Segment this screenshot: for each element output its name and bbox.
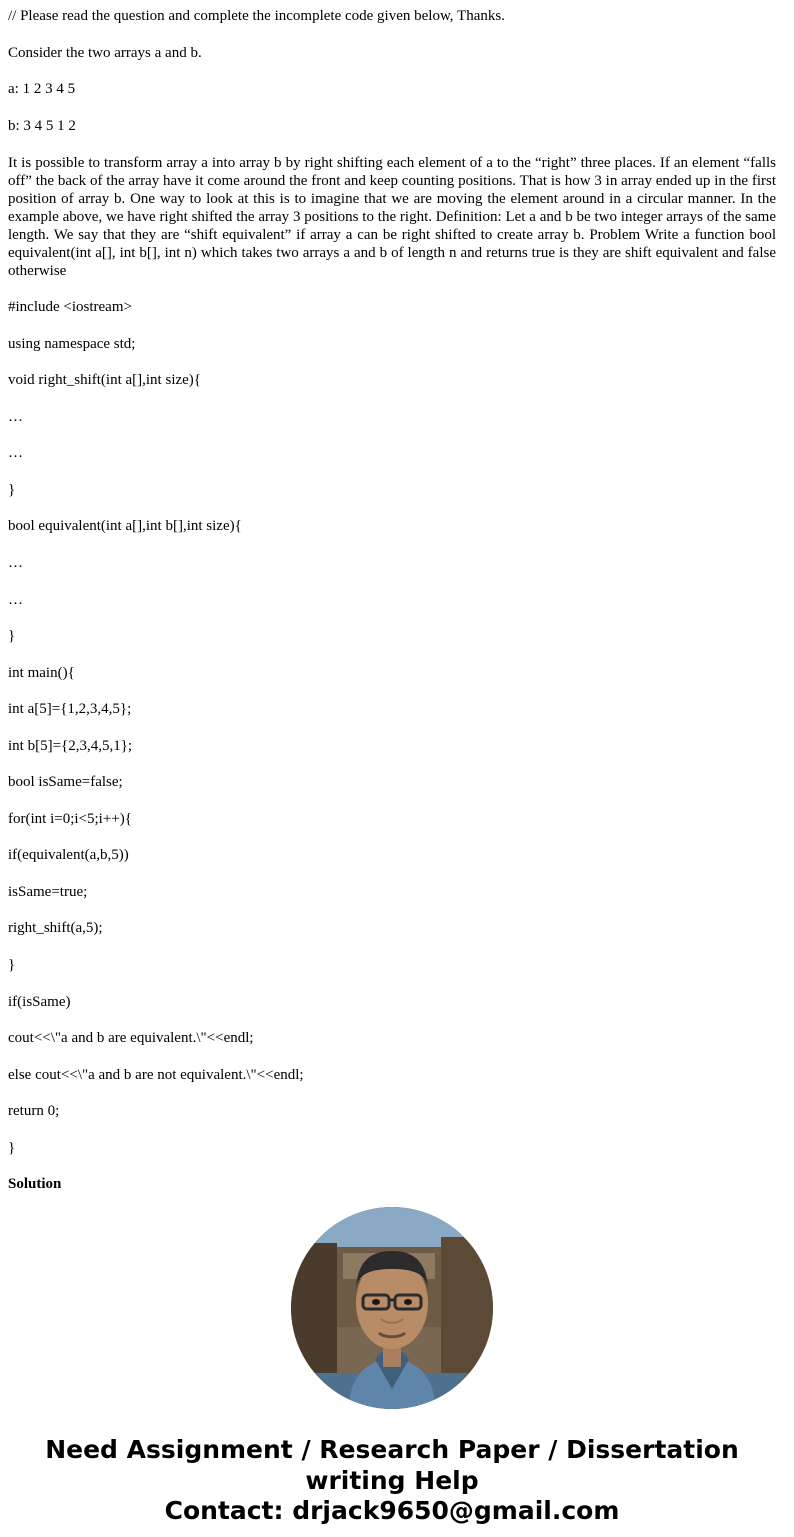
avatar-photo-icon (291, 1207, 493, 1409)
solution-heading: Solution (8, 1176, 62, 1193)
code-line: } (8, 628, 16, 645)
array-b-line: b: 3 4 5 1 2 (8, 117, 76, 134)
code-line: cout<<\"a and b are equivalent.\"<<endl; (8, 1030, 254, 1047)
code-line: … (8, 555, 23, 572)
code-line: int main(){ (8, 664, 75, 681)
code-line: int a[5]={1,2,3,4,5}; (8, 701, 132, 718)
code-line: if(equivalent(a,b,5)) (8, 847, 129, 864)
problem-statement: It is possible to transform array a into array b by right shifting each element of a to the “right” three places. If an element “falls off” the back of the array have it come around the front and keep counting positions. That is how 3 in array ended up in the first position of array b. One way to look at this is to imagine that we are moving the element around in a circular manner. In the example above, we have right shifted the array 3 positions to the right. Definition: Let a and b be two integer arrays of the same length. We say that they are “shift equivalent” if array a can be right shifted to create array b. Problem Write a function bool equivalent(int a[], int b[], int n) which takes two arrays a and b of length n and returns true is they are shift equivalent and false otherwise (8, 155, 776, 280)
code-line: bool isSame=false; (8, 774, 123, 791)
footer-line-2: writing Help (305, 1465, 479, 1495)
code-line: return 0; (8, 1103, 60, 1120)
code-line: for(int i=0;i<5;i++){ (8, 810, 132, 827)
code-line: void right_shift(int a[],int size){ (8, 372, 201, 389)
avatar-container (8, 1207, 776, 1409)
code-line: int b[5]={2,3,4,5,1}; (8, 737, 133, 754)
code-line: right_shift(a,5); (8, 920, 103, 937)
footer-contact: Contact: drjack9650@gmail.com (164, 1496, 620, 1526)
consider-line: Consider the two arrays a and b. (8, 44, 202, 61)
avatar (291, 1207, 493, 1409)
footer-line-1: Need Assignment / Research Paper / Dissertation (45, 1435, 739, 1465)
code-line: bool equivalent(int a[],int b[],int size){ (8, 518, 242, 535)
array-a-line: a: 1 2 3 4 5 (8, 81, 76, 98)
code-line: } (8, 481, 16, 498)
code-line: … (8, 408, 23, 425)
intro-comment: // Please read the question and complete the incomplete code given below, Thanks. (8, 8, 505, 24)
code-line: … (8, 591, 23, 608)
code-line: } (8, 957, 16, 974)
code-line: if(isSame) (8, 993, 71, 1010)
code-line: using namespace std; (8, 335, 136, 352)
code-line: } (8, 1139, 16, 1156)
code-line: isSame=true; (8, 883, 88, 900)
code-line: … (8, 445, 23, 462)
footer-help-text (14, 1435, 770, 1527)
code-line: #include <iostream> (8, 299, 132, 316)
code-line: else cout<<\"a and b are not equivalent.\"<<endl; (8, 1066, 304, 1083)
